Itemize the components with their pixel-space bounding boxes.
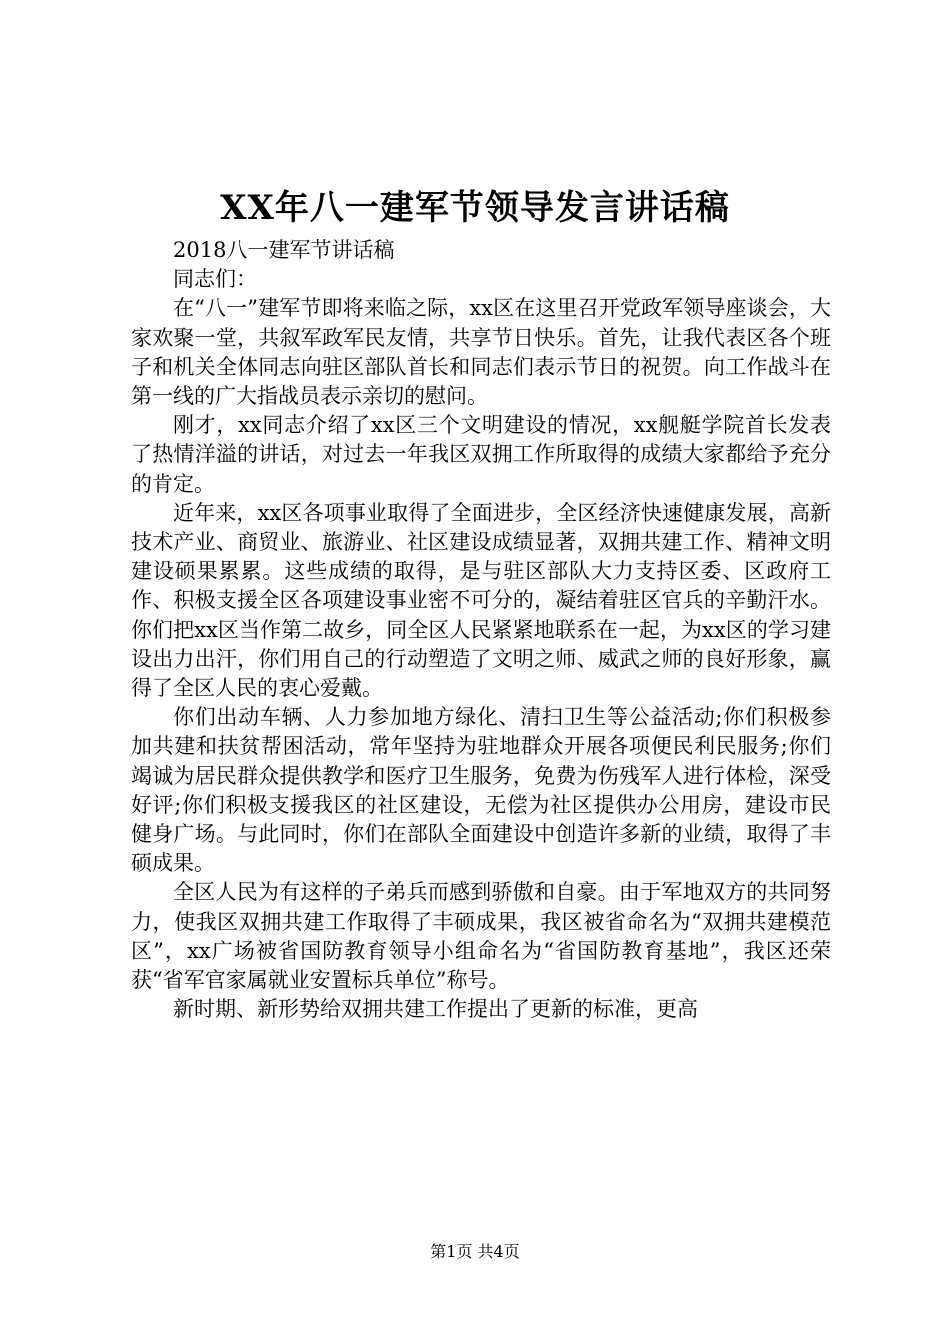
paragraph: 近年来，xx区各项事业取得了全面进步，全区经济快速健康发展，高新技术产业、商贸业、旅游业、社区建设成绩显著，双拥共建工作、精神文明建设硕果累累。这些成绩的取得，是与驻区部队大力支持区委、区政府工作、积极支援全区各项建设事业密不可分的，凝结着驻区官兵的辛勤汗水。你们把xx区当作第二故乡，同全区人民紧紧地联系在一起，为xx区的学习建设出力出汗，你们用自己的行动塑造了文明之师、威武之师的良好形象，赢得了全区人民的衷心爱戴。 <box>131 500 831 701</box>
document-title: XX年八一建军节领导发言讲话稿 <box>220 188 730 228</box>
document-subtitle: 2018八一建军节讲话稿 <box>173 238 395 262</box>
paragraph: 在“八一”建军节即将来临之际，xx区在这里召开党政军领导座谈会，大家欢聚一堂，共叙军政军民友情，共享节日快乐。首先，让我代表区各个班子和机关全体同志向驻区部队首长和同志们表示节日的祝贺。向工作战斗在第一线的广大指战员表示亲切的慰问。 <box>131 296 831 409</box>
paragraph: 全区人民为有这样的子弟兵而感到骄傲和自豪。由于军地双方的共同努力，使我区双拥共建工作取得了丰硕成果，我区被省命名为“双拥共建模范区”，xx广场被省国防教育领导小组命名为“省国防教育基地”，我区还荣获“省军官家属就业安置标兵单位”称号。 <box>131 880 831 993</box>
document-body <box>131 236 831 1024</box>
salutation: 同志们： <box>173 267 257 292</box>
paragraph: 新时期、新形势给双拥共建工作提出了更新的标准，更高 <box>173 997 698 1022</box>
page-number: 第1页 共4页 <box>430 1242 520 1261</box>
paragraph: 刚才，xx同志介绍了xx区三个文明建设的情况，xx舰艇学院首长发表了热情洋溢的讲话，对过去一年我区双拥工作所取得的成绩大家都给予充分的肯定。 <box>131 413 831 496</box>
page-footer <box>0 1241 950 1263</box>
paragraph: 你们出动车辆、人力参加地方绿化、清扫卫生等公益活动;你们积极参加共建和扶贫帮困活动，常年坚持为驻地群众开展各项便民利民服务;你们竭诚为居民群众提供教学和医疗卫生服务，免费为伤残军人进行体检，深受好评;你们积极支援我区的社区建设，无偿为社区提供办公用房，建设市民健身广场。与此同时，你们在部队全面建设中创造许多新的业绩，取得了丰硕成果。 <box>131 705 831 876</box>
